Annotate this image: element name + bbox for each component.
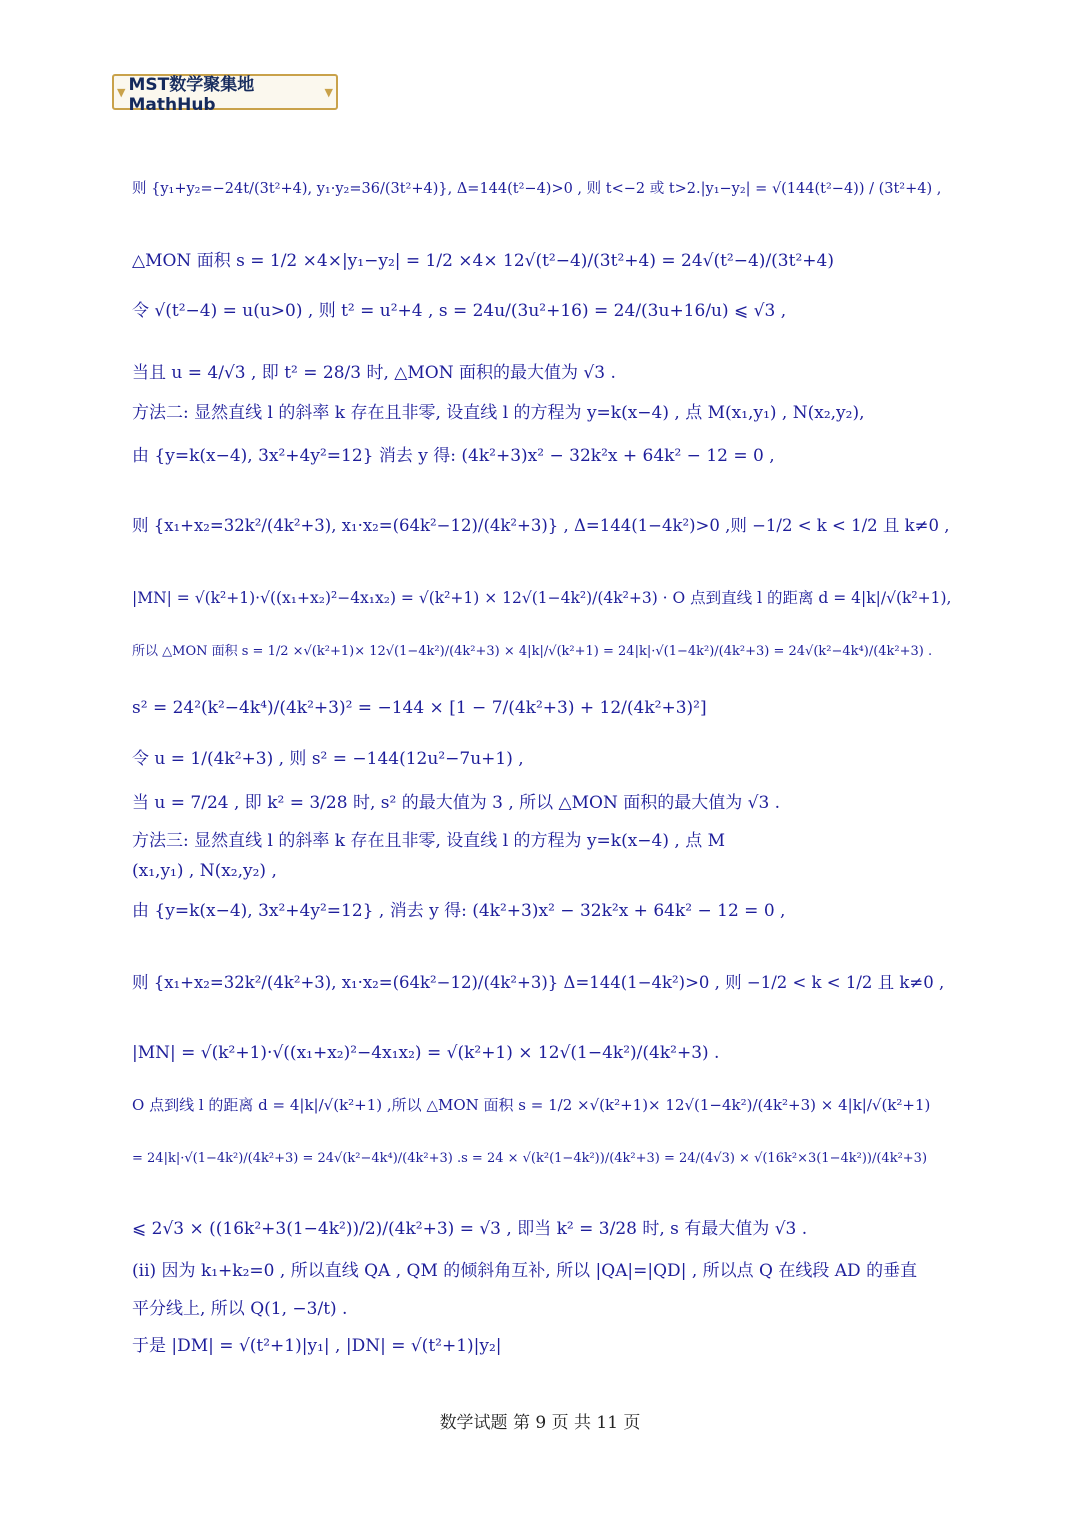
mathhub-badge (112, 74, 338, 115)
line-11: 令 u = 1/(4k²+3) , 则 s² = −144(12u²−7u+1) , (132, 749, 524, 769)
line-13: 方法三: 显然直线 l 的斜率 k 存在且非零, 设直线 l 的方程为 y=k(x−4) , 点 M (132, 831, 726, 851)
badge-label: MST数学聚集地MathHub (128, 74, 255, 115)
line-22: 平分线上, 所以 Q(1, −3/t) . (132, 1299, 348, 1319)
line-10: s² = 24²(k²−4k⁴)/(4k²+3)² = −144 × [1 − 7/(4k²+3) + 12/(4k²+3)²] (132, 698, 707, 718)
line-6: 由 {y=k(x−4), 3x²+4y²=12} 消去 y 得: (4k²+3)x² − 32k²x + 64k² − 12 = 0 , (132, 446, 775, 466)
line-19: = 24|k|·√(1−4k²)/(4k²+3) = 24√(k²−4k⁴)/(4k²+3) .s = 24 × √(k²(1−4k²))/(4k²+3) = 24/(4√3) × √(16k²×3(1−4k²))/(4k²+3) (132, 1151, 928, 1166)
line-23: 于是 |DM| = √(t²+1)|y₁| , |DN| = √(t²+1)|y₂| (132, 1336, 502, 1356)
line-12: 当 u = 7/24 , 即 k² = 3/28 时, s² 的最大值为 3 , 所以 △MON 面积的最大值为 √3 . (132, 793, 781, 813)
line-20: ⩽ 2√3 × ((16k²+3(1−4k²))/2)/(4k²+3) = √3 , 即当 k² = 3/28 时, s 有最大值为 √3 . (132, 1219, 808, 1239)
line-5: 方法二: 显然直线 l 的斜率 k 存在且非零, 设直线 l 的方程为 y=k(x−4) , 点 M(x₁,y₁) , N(x₂,y₂), (132, 403, 865, 423)
triangle-down-icon: ▼ (117, 85, 126, 99)
triangle-down-icon: ▼ (324, 85, 333, 99)
line-1: 则 {y₁+y₂=−24t/(3t²+4), y₁·y₂=36/(3t²+4)}, Δ=144(t²−4)>0 , 则 t<−2 或 t>2.|y₁−y₂| = √(144(t²−4)) / (3t²+4) , (132, 181, 942, 197)
line-8: |MN| = √(k²+1)·√((x₁+x₂)²−4x₁x₂) = √(k²+1) × 12√(1−4k²)/(4k²+3) · O 点到直线 l 的距离 d = 4|k|/√(k²+1), (132, 589, 952, 607)
line-4: 当且 u = 4/√3 , 即 t² = 28/3 时, △MON 面积的最大值为 √3 . (132, 363, 616, 383)
line-18: O 点到线 l 的距离 d = 4|k|/√(k²+1) ,所以 △MON 面积 s = 1/2 ×√(k²+1)× 12√(1−4k²)/(4k²+3) × 4|k|/√(k²+1) (132, 1096, 931, 1114)
line-2: △MON 面积 s = 1/2 ×4×|y₁−y₂| = 1/2 ×4× 12√(t²−4)/(3t²+4) = 24√(t²−4)/(3t²+4) (132, 251, 834, 271)
line-9: 所以 △MON 面积 s = 1/2 ×√(k²+1)× 12√(1−4k²)/(4k²+3) × 4|k|/√(k²+1) = 24|k|·√(1−4k²)/(4k²+3) = 24√(k²−4k⁴)/(4k²+3) . (132, 644, 933, 659)
page-footer: 数学试题 第 9 页 共 11 页 (439, 1413, 641, 1433)
line-17: |MN| = √(k²+1)·√((x₁+x₂)²−4x₁x₂) = √(k²+1) × 12√(1−4k²)/(4k²+3) . (132, 1043, 720, 1063)
line-3: 令 √(t²−4) = u(u>0) , 则 t² = u²+4 , s = 24u/(3u²+16) = 24/(3u+16/u) ⩽ √3 , (132, 301, 787, 321)
line-15: 由 {y=k(x−4), 3x²+4y²=12} , 消去 y 得: (4k²+3)x² − 32k²x + 64k² − 12 = 0 , (132, 901, 786, 921)
line-7: 则 {x₁+x₂=32k²/(4k²+3), x₁·x₂=(64k²−12)/(4k²+3)} , Δ=144(1−4k²)>0 ,则 −1/2 < k < 1/2 且 k≠0 , (132, 516, 950, 535)
line-16: 则 {x₁+x₂=32k²/(4k²+3), x₁·x₂=(64k²−12)/(4k²+3)} Δ=144(1−4k²)>0 , 则 −1/2 < k < 1/2 且 k≠0 , (132, 973, 945, 992)
line-14: (x₁,y₁) , N(x₂,y₂) , (132, 861, 277, 881)
line-21: (ii) 因为 k₁+k₂=0 , 所以直线 QA , QM 的倾斜角互补, 所以 |QA|=|QD| , 所以点 Q 在线段 AD 的垂直 (132, 1261, 918, 1281)
